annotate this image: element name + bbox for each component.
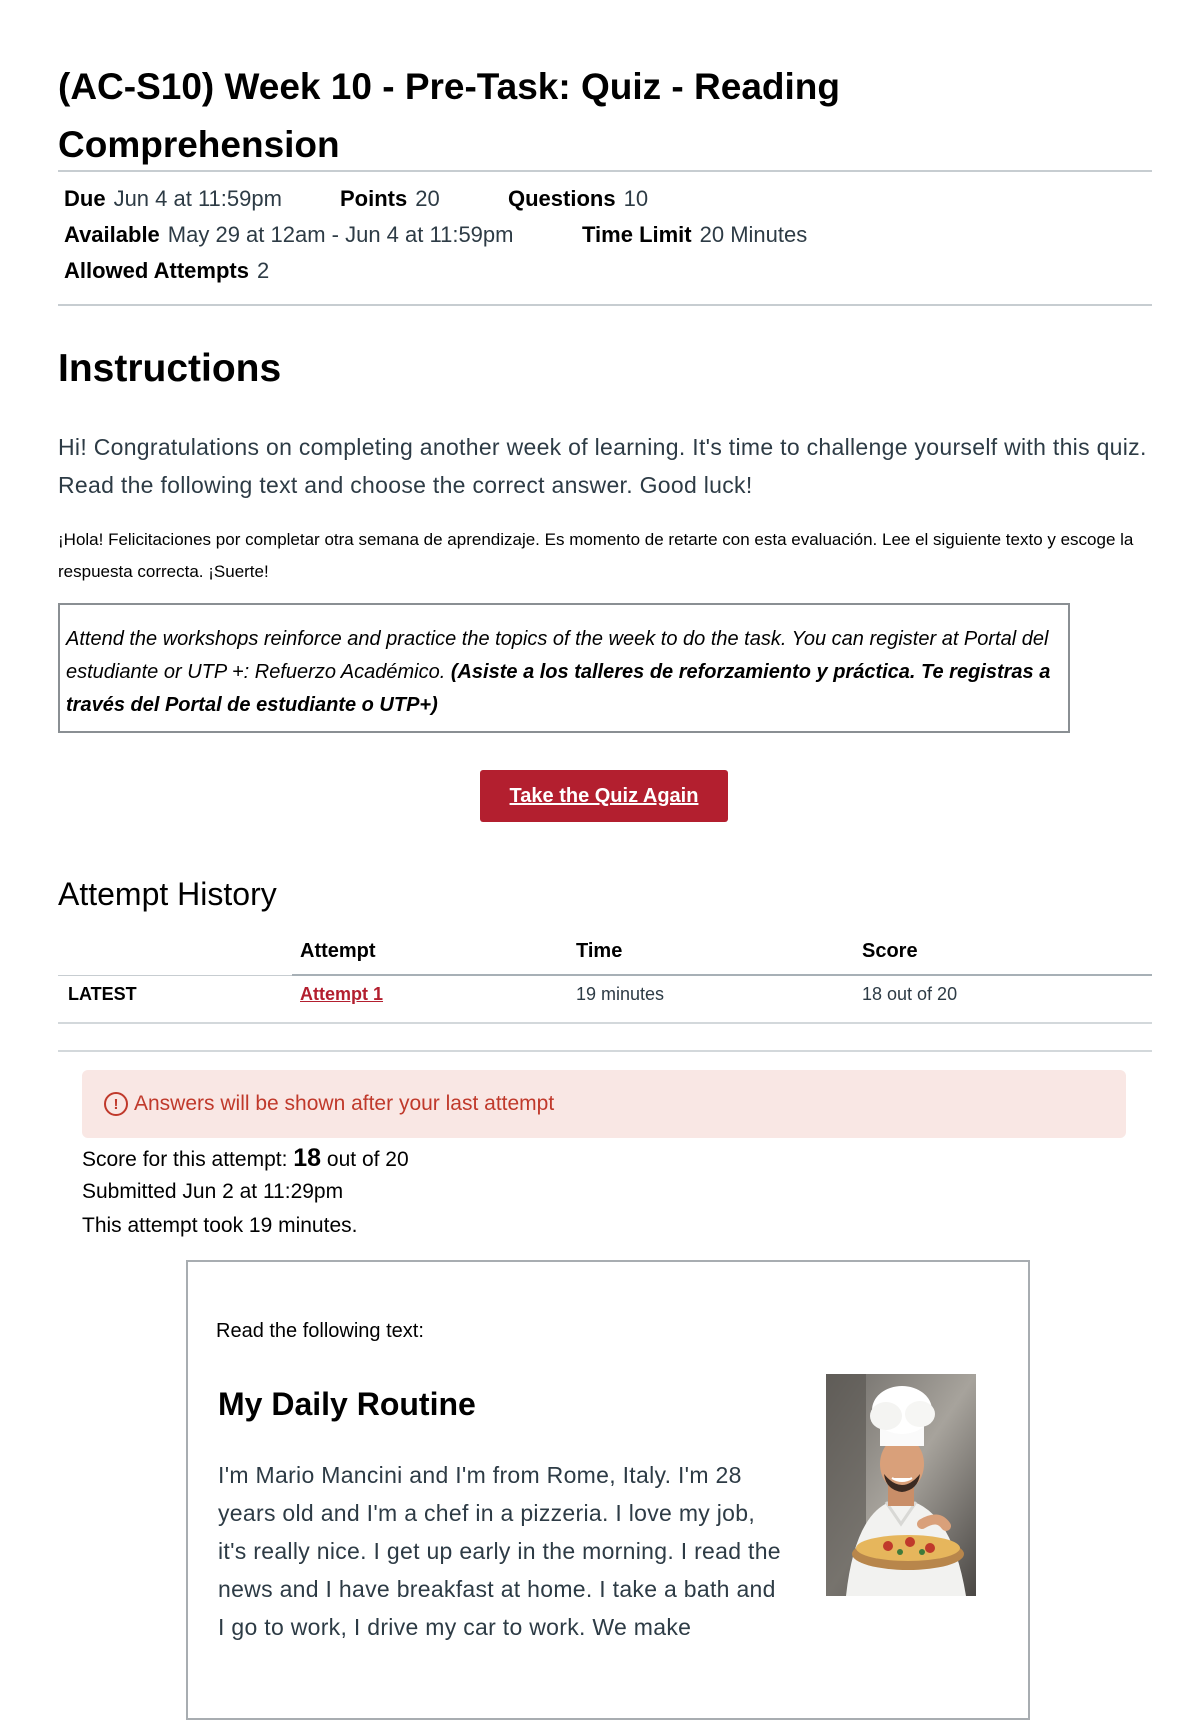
points-detail — [340, 186, 440, 212]
column-header-attempt: Attempt — [300, 940, 376, 962]
question-box — [186, 1260, 1030, 1720]
time-limit-label: Time Limit — [582, 222, 692, 247]
available-label: Available — [64, 222, 160, 247]
points-value: 20 — [415, 186, 440, 211]
passage-text: I'm Mario Mancini and I'm from Rome, Italy. I'm 28 years old and I'm a chef in a pizzeria. I love my job, it's really nice. I get up early in the morning. I read the news and I have breakfast at home. I take a bath and I go to work, I drive my car to work. We make — [218, 1462, 781, 1640]
due-label: Due — [64, 186, 106, 211]
attempts-label: Allowed Attempts — [64, 258, 249, 283]
attempts-detail — [64, 258, 269, 284]
questions-value: 10 — [623, 186, 649, 211]
score-value: 18 — [293, 1144, 322, 1172]
workshop-note-text: Attend the workshops reinforce and practice the topics of the week to do the task. You can register at Portal del estudiante or UTP +: Refuerzo Académico. — [66, 628, 1049, 683]
questions-label: Questions — [508, 186, 616, 211]
divider — [58, 304, 1152, 306]
attempt-history-heading: Attempt History — [58, 876, 277, 912]
duration-line: This attempt took 19 minutes. — [82, 1214, 358, 1237]
column-header-score: Score — [862, 940, 918, 962]
points-label: Points — [340, 186, 408, 211]
score-prefix: Score for this attempt: — [82, 1148, 294, 1171]
warning-circle-icon: ! — [104, 1092, 128, 1116]
workshop-note — [58, 603, 1070, 733]
attempts-value: 2 — [256, 258, 270, 283]
take-quiz-again-button[interactable]: Take the Quiz Again — [480, 770, 728, 822]
available-detail — [64, 222, 513, 248]
attempt-1-link[interactable]: Attempt 1 — [300, 984, 384, 1004]
quiz-details-row-1 — [64, 186, 282, 212]
answers-alert-text: Answers will be shown after your last attempt — [134, 1092, 555, 1115]
question-intro: Read the following text: — [216, 1320, 424, 1342]
column-header-time: Time — [576, 940, 623, 962]
passage-heading: My Daily Routine — [218, 1386, 476, 1422]
instructions-spanish: ¡Hola! Felicitaciones por completar otra semana de aprendizaje. Es momento de retarte con esta evaluación. Lee el siguiente texto y escoge la respuesta correcta. ¡Suerte! — [58, 530, 1134, 581]
attempt-score: 18 out of 20 — [862, 984, 958, 1004]
divider — [58, 170, 1152, 172]
questions-detail — [508, 186, 648, 212]
latest-tag: LATEST — [68, 984, 137, 1004]
workshop-note-bold: (Asiste a los talleres de reforzamiento y práctica. Te registras a través del Portal de estudiante o UTP+) — [66, 661, 1051, 716]
table-header-divider-left — [58, 975, 292, 976]
submitted-line: Submitted Jun 2 at 11:29pm — [82, 1180, 344, 1203]
divider — [58, 1050, 1152, 1052]
score-suffix: out of 20 — [321, 1148, 409, 1171]
instructions-english: Hi! Congratulations on completing another week of learning. It's time to challenge yourself with this quiz. Read the following text and choose the correct answer. Good luck! — [58, 434, 1147, 498]
chef-photo — [826, 1374, 976, 1596]
attempt-score-line — [82, 1144, 409, 1173]
chef-photo-image — [826, 1374, 976, 1596]
attempt-time: 19 minutes — [576, 984, 665, 1004]
table-header-divider — [292, 974, 1152, 976]
available-value: May 29 at 12am - Jun 4 at 11:59pm — [167, 222, 514, 247]
page-title: (AC-S10) Week 10 - Pre-Task: Quiz - Reading Comprehension — [58, 66, 840, 165]
time-limit-detail — [582, 222, 807, 248]
time-limit-value: 20 Minutes — [699, 222, 808, 247]
instructions-heading: Instructions — [58, 347, 282, 390]
answers-alert — [82, 1070, 1126, 1138]
due-value: Jun 4 at 11:59pm — [113, 186, 282, 211]
table-row-divider — [58, 1022, 1152, 1024]
